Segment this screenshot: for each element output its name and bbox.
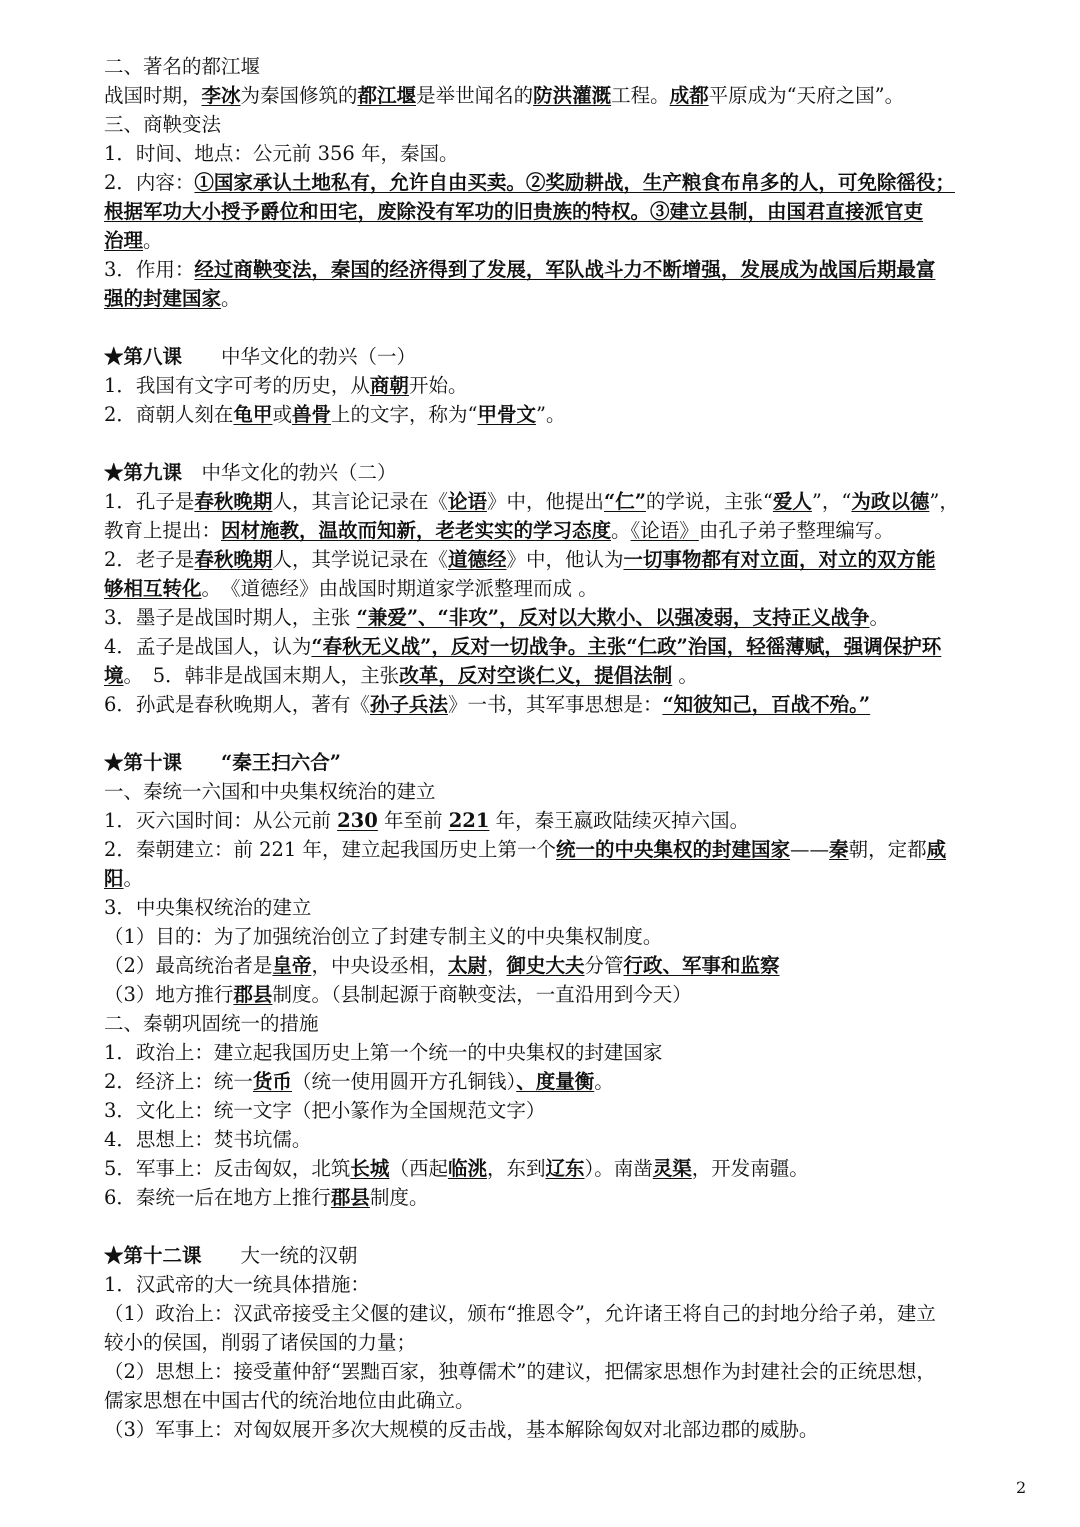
emphasized-text: 御史大夫: [506, 954, 585, 977]
text-run: 平原成为“天府之国”。: [708, 84, 905, 107]
text-run: （1）目的：为了加强统治创立了封建专制主义的中央集权制度。: [104, 925, 663, 948]
text-run: [202, 1244, 241, 1267]
emphasized-text: ★第十二课: [104, 1244, 202, 1267]
emphasized-text: 《论语》: [630, 519, 699, 542]
text-run: （1）政治上：汉武帝接受主父偃的建议，颁布“推恩令”，允许诸王将自己的封地分给子弟，建立: [104, 1302, 936, 1325]
text-run: 年，秦王嬴政陆续灭掉六国。: [489, 809, 750, 832]
text-run: 3．文化上：统一文字（把小篆作为全国规范文字）: [104, 1099, 546, 1122]
text-line: [104, 1270, 1034, 1299]
text-line: [104, 574, 1034, 603]
emphasized-text: 咸: [926, 838, 947, 861]
emphasized-text: “秦王扫六合”: [221, 751, 341, 774]
blank-line: [104, 429, 1034, 458]
text-line: [104, 110, 1034, 139]
text-run: 。: [143, 229, 163, 252]
text-line: [104, 806, 1034, 835]
text-run: （西起: [389, 1157, 448, 1180]
emphasized-text: “兼爱”、“非攻”，反对以大欺小、以强凌弱，支持正义战争: [356, 606, 870, 629]
text-line: [104, 1328, 1034, 1357]
emphasized-text: 阳: [104, 867, 124, 890]
text-run: ，开发南疆。: [691, 1157, 809, 1180]
emphasized-text: 一切事物都有对立面，对立的双方能: [623, 548, 936, 571]
emphasized-text: 秦: [829, 838, 849, 861]
text-run: 2．经济上：统一: [104, 1070, 253, 1093]
text-run: 上的文字，称为“: [330, 403, 478, 426]
text-run: 一、秦统一六国和中央集权统治的建立: [104, 780, 436, 803]
text-run: ，东到: [486, 1157, 546, 1180]
text-run: 》一书，其军事思想是：: [447, 693, 663, 716]
text-line: [104, 400, 1034, 429]
emphasized-text: ★第十课: [104, 751, 183, 774]
text-run: 是举世闻名的: [416, 84, 534, 107]
text-line: [104, 197, 1034, 226]
text-line: [104, 1009, 1034, 1038]
text-run: [182, 345, 221, 368]
text-run: 二、著名的都江堰: [104, 55, 261, 78]
emphasized-text: 改革，反对空谈仁义，提倡法制: [399, 664, 673, 687]
text-line: [104, 1154, 1034, 1183]
text-run: 为秦国修筑的: [240, 84, 358, 107]
text-run: 1．我国有文字可考的历史，从: [104, 374, 370, 397]
text-run: 较小的侯国，削弱了诸侯国的力量；: [104, 1331, 417, 1354]
text-run: ——: [790, 838, 830, 861]
emphasized-text: 够相互转化: [104, 577, 202, 600]
blank-line: [104, 313, 1034, 342]
text-run: 教育上提出：: [104, 519, 222, 542]
text-run: 二、秦朝巩固统一的措施: [104, 1012, 319, 1035]
emphasized-text: 兽骨: [291, 403, 331, 426]
text-run: 儒家思想在中国古代的统治地位由此确立。: [104, 1389, 475, 1412]
text-run: ”，“: [811, 490, 852, 513]
text-run: 年至前: [377, 809, 449, 832]
text-run: 大一统的汉朝: [240, 1244, 358, 1267]
emphasized-text: 论语: [447, 490, 487, 513]
text-run: 3．墨子是战国时期人，主张: [104, 606, 357, 629]
text-line: [104, 835, 1034, 864]
text-line: [104, 748, 1034, 777]
text-run: ）。南凿: [584, 1157, 653, 1180]
document-page: [104, 52, 1034, 1444]
text-run: 6．孙武是春秋晚期人，著有《: [104, 693, 370, 716]
text-run: 。: [611, 519, 631, 542]
text-run: [182, 461, 202, 484]
text-line: [104, 1096, 1034, 1125]
text-line: [104, 1183, 1034, 1212]
text-run: （3）军事上：对匈奴展开多次大规模的反击战，基本解除匈奴对北部边郡的威胁。: [104, 1418, 819, 1441]
text-line: [104, 1241, 1034, 1270]
emphasized-text: 春秋晚期: [194, 548, 273, 571]
text-line: [104, 255, 1034, 284]
emphasized-text: 郡县: [233, 983, 273, 1006]
text-line: [104, 284, 1034, 313]
emphasized-text: ★第八课: [104, 345, 183, 368]
text-run: 或: [272, 403, 292, 426]
text-line: [104, 1038, 1034, 1067]
text-line: [104, 371, 1034, 400]
text-run: （2）最高统治者是: [104, 954, 273, 977]
emphasized-text: 甲骨文: [477, 403, 536, 426]
emphasized-text: 都江堰: [357, 84, 417, 107]
text-run: 2．内容：: [104, 171, 195, 194]
text-run: 战国时期，: [104, 84, 202, 107]
text-line: [104, 52, 1034, 81]
text-run: 。: [594, 1070, 614, 1093]
text-run: 人，其言论记录在《: [272, 490, 448, 513]
text-run: 人，其学说记录在《: [272, 548, 448, 571]
text-run: （2）思想上：接受董仲舒“罢黜百家，独尊儒术”的建议，把儒家思想作为封建社会的正统思想，: [104, 1360, 936, 1383]
emphasized-text: ★第九课: [104, 461, 183, 484]
text-run: 。 《道德经》由战国时期道家学派整理而成 。: [201, 577, 598, 600]
text-line: [104, 980, 1034, 1009]
text-run: 1．汉武帝的大一统具体措施：: [104, 1273, 370, 1296]
text-run: 1．时间、地点：公元前 356 年，秦国。: [104, 142, 459, 165]
text-line: [104, 893, 1034, 922]
emphasized-text: 道德经: [447, 548, 507, 571]
text-line: [104, 168, 1034, 197]
text-run: 。: [221, 287, 241, 310]
text-line: [104, 487, 1034, 516]
emphasized-text: 境: [104, 664, 124, 687]
text-run: 4．孟子是战国人，认为: [104, 635, 312, 658]
emphasized-text: 临洮: [447, 1157, 487, 1180]
text-run: 5．军事上：反击匈奴，北筑: [104, 1157, 351, 1180]
text-run: 4．思想上：焚书坑儒。: [104, 1128, 312, 1151]
emphasized-text: 李冰: [201, 84, 241, 107]
emphasized-text: 221: [448, 809, 490, 832]
emphasized-text: 太尉: [447, 954, 487, 977]
text-run: 2．老子是: [104, 548, 195, 571]
text-run: 三、商鞅变法: [104, 113, 222, 136]
emphasized-text: 经过商鞅变法，秦国的经济得到了发展，军队战斗力不断增强，发展成为战国后期最富: [194, 258, 936, 281]
text-run: 1．灭六国时间：从公元前: [104, 809, 338, 832]
text-line: [104, 1357, 1034, 1386]
text-run: 的学说，主张“: [645, 490, 773, 513]
text-line: [104, 458, 1034, 487]
emphasized-text: 辽东: [545, 1157, 585, 1180]
text-line: [104, 1299, 1034, 1328]
text-run: ，: [486, 954, 507, 977]
emphasized-text: 统一的中央集权的封建国家: [556, 838, 791, 861]
text-run: 。 5．韩非是战国末期人，主张: [123, 664, 400, 687]
text-run: 6．秦统一后在地方上推行: [104, 1186, 331, 1209]
text-run: 3．作用：: [104, 258, 195, 281]
text-run: 朝，定都: [848, 838, 927, 861]
text-run: 3．中央集权统治的建立: [104, 896, 312, 919]
text-run: ，中央设丞相，: [311, 954, 448, 977]
emphasized-text: “知彼知己，百战不殆。”: [662, 693, 871, 716]
text-line: [104, 922, 1034, 951]
text-run: 》中，他提出: [486, 490, 604, 513]
emphasized-text: 、度量衡: [516, 1070, 595, 1093]
text-line: [104, 1386, 1034, 1415]
text-line: [104, 603, 1034, 632]
text-line: [104, 226, 1034, 255]
text-run: （3）地方推行: [104, 983, 234, 1006]
emphasized-text: 根据军功大小授予爵位和田宅，废除没有军功的旧贵族的特权。③建立县制，由国君直接派官吏: [104, 200, 924, 223]
emphasized-text: 货币: [252, 1070, 292, 1093]
emphasized-text: 为政以德: [851, 490, 930, 513]
text-run: 。: [869, 606, 889, 629]
text-run: （统一使用圆开方孔铜钱）: [291, 1070, 517, 1093]
text-line: [104, 951, 1034, 980]
text-run: 。: [672, 664, 698, 687]
text-run: 由孔子弟子整理编写。: [698, 519, 894, 542]
emphasized-text: 皇帝: [272, 954, 312, 977]
emphasized-text: 强的封建国家: [104, 287, 222, 310]
text-run: 工程。: [611, 84, 670, 107]
text-line: [104, 81, 1034, 110]
text-run: ”，: [929, 490, 959, 513]
emphasized-text: 爱人: [772, 490, 812, 513]
text-run: 。: [123, 867, 144, 890]
blank-line: [104, 719, 1034, 748]
text-line: [104, 1125, 1034, 1154]
text-line: [104, 1415, 1034, 1444]
emphasized-text: 长城: [350, 1157, 390, 1180]
text-run: 中华文化的勃兴（二）: [201, 461, 397, 484]
text-run: 1．政治上：建立起我国历史上第一个统一的中央集权的封建国家: [104, 1041, 663, 1064]
emphasized-text: 成都: [669, 84, 709, 107]
emphasized-text: 商朝: [369, 374, 409, 397]
text-line: [104, 632, 1034, 661]
emphasized-text: 防洪灌溉: [533, 84, 612, 107]
emphasized-text: 治理: [104, 229, 144, 252]
emphasized-text: 灵渠: [652, 1157, 692, 1180]
emphasized-text: 行政、军事和监察: [623, 954, 780, 977]
text-line: [104, 545, 1034, 574]
emphasized-text: “春秋无义战”，反对一切战争。主张“仁政”治国，轻徭薄赋，强调保护环: [311, 635, 942, 658]
text-run: 制度。（县制起源于商鞅变法，一直沿用到今天）: [272, 983, 692, 1006]
emphasized-text: 郡县: [330, 1186, 370, 1209]
text-run: 分管: [584, 954, 624, 977]
text-run: 开始。: [408, 374, 468, 397]
text-line: [104, 864, 1034, 893]
text-run: 制度。: [369, 1186, 429, 1209]
blank-line: [104, 1212, 1034, 1241]
text-line: [104, 690, 1034, 719]
text-run: 》中，他认为: [506, 548, 624, 571]
text-line: [104, 516, 1034, 545]
text-run: ”。: [535, 403, 566, 426]
emphasized-text: ①国家承认土地私有，允许自由买卖。②奖励耕战，生产粮食布帛多的人，可免除徭役；: [194, 171, 955, 194]
emphasized-text: “仁”: [603, 490, 646, 513]
text-run: 1．孔子是: [104, 490, 195, 513]
text-run: 中华文化的勃兴（一）: [221, 345, 417, 368]
text-run: 2．秦朝建立：前 221 年，建立起我国历史上第一个: [104, 838, 557, 861]
text-line: [104, 1067, 1034, 1096]
page-number: 2: [1016, 1478, 1027, 1497]
emphasized-text: 春秋晚期: [194, 490, 273, 513]
emphasized-text: 230: [337, 809, 378, 832]
emphasized-text: 孙子兵法: [369, 693, 448, 716]
text-run: 2．商朝人刻在: [104, 403, 234, 426]
text-run: [182, 751, 221, 774]
text-line: [104, 661, 1034, 690]
emphasized-text: 龟甲: [233, 403, 273, 426]
text-line: [104, 777, 1034, 806]
text-line: [104, 139, 1034, 168]
text-line: [104, 342, 1034, 371]
emphasized-text: 因材施教，温故而知新，老老实实的学习态度: [221, 519, 612, 542]
